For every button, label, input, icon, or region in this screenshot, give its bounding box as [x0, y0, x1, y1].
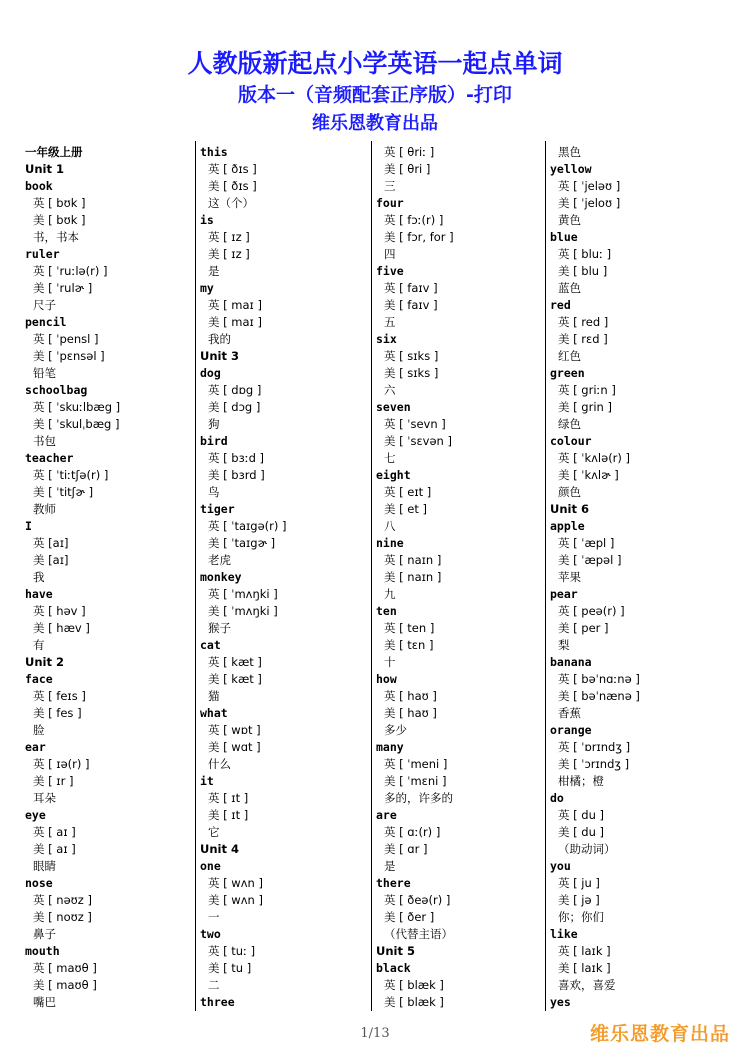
vocab-detail: 铅笔	[33, 366, 56, 380]
vocab-detail: 九	[384, 587, 396, 601]
vocab-word: there	[376, 876, 411, 890]
vocab-detail: 英 [ laɪk ]	[558, 944, 611, 958]
vocab-detail: 英 [ ˈtiːtʃə(r) ]	[33, 468, 109, 482]
vocab-word: apple	[550, 519, 585, 533]
vocab-detail: 美 [aɪ]	[33, 553, 69, 567]
vocab-word: banana	[550, 655, 592, 669]
vocab-detail: 是	[384, 859, 396, 873]
page-subtitle: 版本一（音频配套正序版）-打印	[238, 84, 512, 106]
vocab-detail: 美 [ ɪz ]	[208, 247, 250, 261]
vocab-detail: 美 [ ˈmʌŋki ]	[208, 604, 278, 618]
vocab-detail: 英 [ ðɪs ]	[208, 162, 257, 176]
vocab-word: book	[25, 179, 53, 193]
vocab-detail: 美 [ ɪt ]	[208, 808, 249, 822]
vocab-word: I	[25, 519, 32, 533]
vocab-detail: 英 [ maɪ ]	[208, 298, 262, 312]
vocab-detail: 英 [ ˈjeləʊ ]	[558, 179, 621, 193]
vocab-word: cat	[200, 638, 221, 652]
vocab-detail: 英 [ maʊθ ]	[33, 961, 97, 975]
vocab-detail: 美 [ ˈtaɪgɚ ]	[208, 536, 276, 550]
vocab-detail: 美 [ ˈɔrɪndʒ ]	[558, 757, 630, 771]
vocab-detail: 英 [ feɪs ]	[33, 689, 86, 703]
vocab-detail: 英 [ ˈruːlə(r) ]	[33, 264, 108, 278]
vocab-word: is	[200, 213, 214, 227]
vocab-detail: 英 [ nəʊz ]	[33, 893, 92, 907]
vocab-detail: 英 [ ɪt ]	[208, 791, 249, 805]
column-divider	[195, 141, 196, 1011]
vocab-detail: 脸	[33, 723, 45, 737]
vocab-detail: 美 [ faɪv ]	[384, 298, 438, 312]
vocab-word: colour	[550, 434, 592, 448]
publisher-line: 维乐恩教育出品	[312, 113, 438, 134]
vocab-detail: 美 [ rɛd ]	[558, 332, 608, 346]
vocab-detail: 美 [ naɪn ]	[384, 570, 442, 584]
vocab-detail: 香蕉	[558, 706, 581, 720]
vocab-detail: 美 [ hæv ]	[33, 621, 90, 635]
vocab-detail: 猫	[208, 689, 220, 703]
vocab-detail: 英 [ ˈmʌŋki ]	[208, 587, 278, 601]
vocab-detail: 英 [ ˈkʌlə(r) ]	[558, 451, 631, 465]
vocab-detail: 美 [ θri ]	[384, 162, 431, 176]
vocab-detail: 英 [ ju ]	[558, 876, 600, 890]
vocab-word: are	[376, 808, 397, 822]
vocab-detail: 眼睛	[33, 859, 56, 873]
vocab-detail: 红色	[558, 349, 581, 363]
vocab-detail: 英 [ ˈtaɪgə(r) ]	[208, 519, 287, 533]
vocab-detail: 英 [ peə(r) ]	[558, 604, 625, 618]
vocab-detail: 教师	[33, 502, 56, 516]
vocab-detail: 英 [ eɪt ]	[384, 485, 432, 499]
vocab-detail: 尺子	[33, 298, 56, 312]
section-heading: Unit 4	[200, 842, 239, 856]
vocab-detail: 美 [ du ]	[558, 825, 605, 839]
vocab-detail: 你；你们	[558, 910, 604, 924]
vocab-detail: 黄色	[558, 213, 581, 227]
vocab-word: like	[550, 927, 578, 941]
vocab-detail: 美 [ ˈmɛni ]	[384, 774, 447, 788]
word-column-1	[25, 144, 195, 1011]
vocab-word: do	[550, 791, 564, 805]
vocab-detail: 美 [ sɪks ]	[384, 366, 439, 380]
vocab-detail: 五	[384, 315, 396, 329]
vocab-word: teacher	[25, 451, 74, 465]
vocab-detail: 四	[384, 247, 396, 261]
vocab-detail: 美 [ haʊ ]	[384, 706, 437, 720]
vocab-detail: 美 [ ðer ]	[384, 910, 435, 924]
vocab-detail: 英 [ du ]	[558, 808, 605, 822]
vocab-detail: 英 [ faɪv ]	[384, 281, 438, 295]
vocab-detail: 我的	[208, 332, 231, 346]
vocab-word: how	[376, 672, 397, 686]
vocab-detail: 多的，许多的	[384, 791, 453, 805]
section-heading: Unit 6	[550, 502, 589, 516]
vocab-detail: 美 [ laɪk ]	[558, 961, 611, 975]
vocab-detail: 美 [ wʌn ]	[208, 893, 263, 907]
vocab-detail: 美 [ ˈæpəl ]	[558, 553, 622, 567]
vocab-detail: 美 [ tɛn ]	[384, 638, 434, 652]
vocab-detail: 美 [ jə ]	[558, 893, 600, 907]
vocab-word: pencil	[25, 315, 67, 329]
vocab-detail: 耳朵	[33, 791, 56, 805]
vocab-word: tiger	[200, 502, 235, 516]
vocab-detail: 英 [aɪ]	[33, 536, 69, 550]
vocab-detail: 英 [ θriː ]	[384, 145, 435, 159]
vocab-word: nose	[25, 876, 53, 890]
vocab-word: four	[376, 196, 404, 210]
vocab-word: two	[200, 927, 221, 941]
vocab-detail: 英 [ ɑː(r) ]	[384, 825, 441, 839]
vocab-word: face	[25, 672, 53, 686]
vocab-detail: 美 [ fes ]	[33, 706, 82, 720]
vocab-detail: 喜欢，喜爱	[558, 978, 616, 992]
section-heading: Unit 1	[25, 162, 64, 176]
vocab-detail: 美 [ grin ]	[558, 400, 612, 414]
vocab-detail: 柑橘；橙	[558, 774, 604, 788]
vocab-word: monkey	[200, 570, 242, 584]
vocab-word: eight	[376, 468, 411, 482]
vocab-word: yes	[550, 995, 571, 1009]
vocab-detail: 一	[208, 910, 220, 924]
vocab-detail: 美 [ maɪ ]	[208, 315, 262, 329]
vocab-detail: 美 [ ˈrulɚ ]	[33, 281, 93, 295]
vocab-detail: 是	[208, 264, 220, 278]
page-number: 1/13	[360, 1026, 390, 1041]
word-column-2	[200, 144, 370, 1011]
vocab-detail: 英 [ fɔː(r) ]	[384, 213, 444, 227]
vocab-detail: 二	[208, 978, 220, 992]
vocab-detail: 这（个）	[208, 196, 254, 210]
vocab-detail: 英 [ wʌn ]	[208, 876, 263, 890]
vocab-word: black	[376, 961, 411, 975]
vocab-detail: 英 [ ˈmeni ]	[384, 757, 448, 771]
vocab-detail: 英 [ red ]	[558, 315, 609, 329]
vocab-detail: 英 [ ˈsevn ]	[384, 417, 446, 431]
vocab-detail: 七	[384, 451, 396, 465]
vocab-word: you	[550, 859, 571, 873]
vocab-detail: 六	[384, 383, 396, 397]
vocab-detail: 有	[33, 638, 45, 652]
vocab-word: ear	[25, 740, 46, 754]
vocab-word: ruler	[25, 247, 60, 261]
vocab-detail: 英 [ haʊ ]	[384, 689, 437, 703]
vocab-detail: 英 [ bəˈnɑːnə ]	[558, 672, 640, 686]
vocab-detail: 美 [ bɜrd ]	[208, 468, 265, 482]
vocab-detail: 绿色	[558, 417, 581, 431]
vocab-word: what	[200, 706, 228, 720]
vocab-detail: 英 [ blæk ]	[384, 978, 444, 992]
vocab-detail: 美 [ bʊk ]	[33, 213, 86, 227]
vocab-detail: 英 [ ðeə(r) ]	[384, 893, 451, 907]
section-heading: Unit 3	[200, 349, 239, 363]
vocab-detail: 蓝色	[558, 281, 581, 295]
vocab-detail: 什么	[208, 757, 231, 771]
vocab-word: ten	[376, 604, 397, 618]
vocab-detail: 英 [ sɪks ]	[384, 349, 439, 363]
vocab-detail: 鸟	[208, 485, 220, 499]
vocab-word: dog	[200, 366, 221, 380]
vocab-word: three	[200, 995, 235, 1009]
vocab-detail: 美 [ per ]	[558, 621, 609, 635]
vocab-detail: 美 [ fɔr, for ]	[384, 230, 454, 244]
word-column-4	[550, 144, 720, 1011]
vocab-word: seven	[376, 400, 411, 414]
vocab-word: nine	[376, 536, 404, 550]
vocab-detail: 英 [ tuː ]	[208, 944, 256, 958]
vocab-detail: 美 [ noʊz ]	[33, 910, 92, 924]
vocab-detail: 黑色	[558, 145, 581, 159]
section-heading: Unit 2	[25, 655, 64, 669]
vocab-detail: 美 [ ˈsɛvən ]	[384, 434, 452, 448]
vocab-detail: 我	[33, 570, 45, 584]
vocab-word: yellow	[550, 162, 592, 176]
vocab-word: schoolbag	[25, 383, 88, 397]
vocab-detail: 英 [ ɪə(r) ]	[33, 757, 90, 771]
vocab-detail: 美 [ blu ]	[558, 264, 608, 278]
vocab-detail: 梨	[558, 638, 570, 652]
vocab-detail: （代替主语）	[384, 927, 453, 941]
vocab-detail: 英 [ dɒg ]	[208, 383, 262, 397]
vocab-word: have	[25, 587, 53, 601]
vocab-word: this	[200, 145, 228, 159]
vocab-word: five	[376, 264, 404, 278]
vocab-detail: 书，书本	[33, 230, 79, 244]
vocab-detail: 八	[384, 519, 396, 533]
vocab-detail: 英 [ bɜːd ]	[208, 451, 265, 465]
vocab-detail: 英 [ ˈskuːlbæg ]	[33, 400, 121, 414]
vocab-word: green	[550, 366, 585, 380]
vocab-detail: 英 [ wɒt ]	[208, 723, 261, 737]
vocab-detail: 美 [ ˈjeloʊ ]	[558, 196, 621, 210]
section-heading: 一年级上册	[25, 145, 83, 159]
vocab-detail: 英 [ kæt ]	[208, 655, 262, 669]
vocab-word: many	[376, 740, 404, 754]
vocab-detail: 英 [ ˈpensl ]	[33, 332, 99, 346]
vocab-detail: 美 [ aɪ ]	[33, 842, 76, 856]
vocab-detail: 美 [ ðɪs ]	[208, 179, 257, 193]
vocab-detail: 美 [ blæk ]	[384, 995, 444, 1009]
vocab-word: it	[200, 774, 214, 788]
vocab-detail: 苹果	[558, 570, 581, 584]
vocab-detail: 老虎	[208, 553, 231, 567]
vocab-word: one	[200, 859, 221, 873]
vocab-detail: 美 [ ˈpɛnsəl ]	[33, 349, 105, 363]
vocab-detail: 多少	[384, 723, 407, 737]
vocab-word: bird	[200, 434, 228, 448]
vocab-detail: 美 [ ɪr ]	[33, 774, 74, 788]
vocab-detail: 英 [ həv ]	[33, 604, 86, 618]
vocab-detail: 英 [ ten ]	[384, 621, 435, 635]
vocab-detail: 美 [ tu ]	[208, 961, 252, 975]
vocab-detail: 狗	[208, 417, 220, 431]
vocab-detail: 猴子	[208, 621, 231, 635]
vocab-detail: 颜色	[558, 485, 581, 499]
vocab-detail: 美 [ et ]	[384, 502, 428, 516]
vocab-detail: 美 [ ɑr ]	[384, 842, 428, 856]
column-divider	[371, 141, 372, 1011]
vocab-word: mouth	[25, 944, 60, 958]
vocab-detail: 美 [ ˈskulˌbæg ]	[33, 417, 120, 431]
vocab-detail: 英 [ bʊk ]	[33, 196, 86, 210]
vocab-word: my	[200, 281, 214, 295]
vocab-detail: 美 [ bəˈnænə ]	[558, 689, 640, 703]
vocab-word: eye	[25, 808, 46, 822]
vocab-detail: 美 [ ˈkʌlɚ ]	[558, 468, 619, 482]
vocab-detail: 美 [ kæt ]	[208, 672, 262, 686]
vocab-detail: 美 [ maʊθ ]	[33, 978, 97, 992]
vocab-detail: 美 [ wɑt ]	[208, 740, 261, 754]
vocab-detail: 美 [ dɔg ]	[208, 400, 261, 414]
vocab-detail: 英 [ griːn ]	[558, 383, 616, 397]
vocab-detail: 书包	[33, 434, 56, 448]
vocab-detail: 十	[384, 655, 396, 669]
vocab-detail: 鼻子	[33, 927, 56, 941]
vocab-word: pear	[550, 587, 578, 601]
vocab-detail: 英 [ ˈɒrɪndʒ ]	[558, 740, 631, 754]
vocab-detail: 三	[384, 179, 396, 193]
vocab-detail: 美 [ ˈtitʃɚ ]	[33, 485, 94, 499]
vocab-detail: 英 [ ˈæpl ]	[558, 536, 615, 550]
vocab-detail: 它	[208, 825, 220, 839]
vocab-detail: 英 [ naɪn ]	[384, 553, 442, 567]
watermark-logo: 维乐恩教育出品	[589, 1023, 730, 1045]
vocab-detail: （助动词）	[558, 842, 616, 856]
section-heading: Unit 5	[376, 944, 415, 958]
page-title: 人教版新起点小学英语一起点单词	[187, 49, 563, 78]
vocab-detail: 英 [ bluː ]	[558, 247, 612, 261]
vocab-detail: 英 [ ɪz ]	[208, 230, 250, 244]
vocab-word: red	[550, 298, 571, 312]
vocab-detail: 英 [ aɪ ]	[33, 825, 76, 839]
vocab-word: blue	[550, 230, 578, 244]
vocab-detail: 嘴巴	[33, 995, 56, 1009]
word-column-3	[376, 144, 546, 1011]
vocab-word: six	[376, 332, 397, 346]
vocab-word: orange	[550, 723, 592, 737]
